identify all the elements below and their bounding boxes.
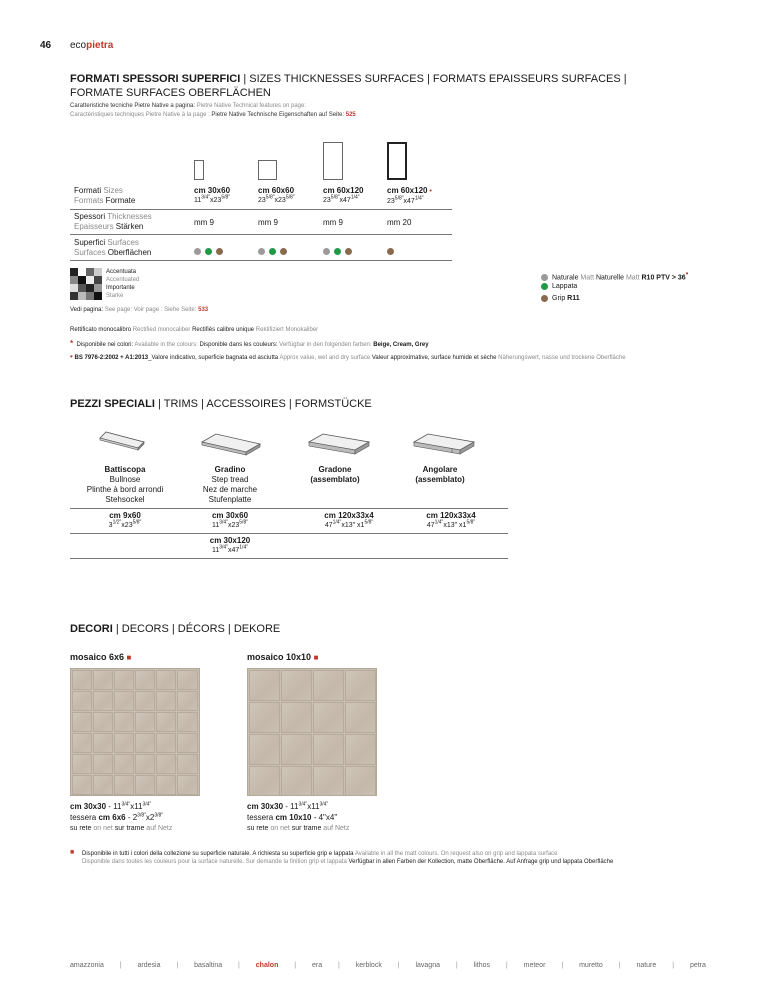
- grip-dot-icon: [280, 248, 287, 255]
- brand-part2: pietra: [86, 40, 114, 51]
- mosaic-10x10-net: su rete on net sur trame auf Netz: [247, 825, 350, 832]
- mosaic-10x10-tessera: tessera cm 10x10 - 4"x4": [247, 813, 338, 822]
- nav-item-meteor[interactable]: meteor: [523, 962, 546, 969]
- mosaic-6x6-dims: cm $30x30 - 11^{3/4"}x11^{3/4"}$: [70, 801, 152, 811]
- trim-dim-angolare: cm 120x33x4 $47^{1/4"}x13$" $x1^{5/8"}$: [426, 511, 476, 529]
- nav-separator: |: [397, 962, 400, 969]
- format-60x60-icon: [258, 160, 277, 180]
- trim-angolare: Angolare (assemblato): [415, 465, 465, 484]
- formats-title-line2: FORMATE SURFACES OBERFLÄCHEN: [70, 87, 271, 99]
- nav-separator: |: [618, 962, 621, 969]
- nav-item-lithos[interactable]: lithos: [473, 962, 490, 969]
- trim-dim-battiscopa: cm 9x60 $3^{1/2"}x23^{5/8"}$: [108, 511, 142, 529]
- thick-it: Spessori: [74, 212, 106, 221]
- gradone-icon: [305, 432, 371, 456]
- angolare-icon: [410, 432, 476, 456]
- nav-separator: |: [176, 962, 179, 969]
- tech2-b: Pietre Native Technische Eigenschaften auf Seite:: [211, 112, 346, 118]
- red-square-icon: ■: [313, 653, 319, 662]
- table-divider: [70, 234, 452, 235]
- legend-grip: Grip R11: [541, 294, 580, 304]
- bullnose-icon: [98, 430, 148, 452]
- grip-dot-icon: [541, 295, 548, 302]
- mosaic-10x10-image: [247, 668, 377, 796]
- legend-lappata: Lappata: [541, 282, 577, 292]
- tech2-a: Caractéristiques techniques Pietre Native à la page :: [70, 112, 212, 118]
- format-cell-1: [258, 186, 295, 205]
- row-label-formats: [74, 186, 135, 206]
- format-cm: cm 30x60: [194, 186, 231, 195]
- surf-it: Superfici: [74, 238, 106, 247]
- table-divider: [70, 533, 508, 534]
- formats-de: Formate: [103, 196, 136, 205]
- lappata-dot-icon: [205, 248, 212, 255]
- technical-features-line2: [70, 111, 356, 120]
- nav-item-kerblock[interactable]: kerblock: [355, 962, 382, 969]
- nav-item-basaltina[interactable]: basaltina: [194, 962, 223, 969]
- format-cm: cm 60x120 •: [387, 186, 432, 195]
- formats-it: Formati: [74, 186, 102, 195]
- mosaic-10x10-dims: cm $30x30 - 11^{3/4"}x11^{3/4"}$: [247, 801, 329, 811]
- format-inches: $23^{5/8"}x23^{5/8"}$: [258, 194, 295, 204]
- legend-naturale: Naturale Matt Naturelle Matt R10 PTV > 36•: [541, 269, 688, 283]
- trims-section-title: PEZZI SPECIALI | TRIMS | ACCESSOIRES | FORMSTÜCKE: [70, 398, 372, 410]
- nav-separator: |: [561, 962, 564, 969]
- decors-section-title: DECORI | DECORS | DÉCORS | DEKORE: [70, 623, 281, 635]
- formats-fr: Formats: [74, 196, 104, 205]
- trim-gradone: Gradone (assemblato): [310, 465, 360, 484]
- tech1-b: Pietre Native Technical features on page:: [196, 103, 307, 109]
- mosaic-6x6-caption: [70, 801, 172, 834]
- format-inches: $23^{5/8"}x47^{1/4"}$: [323, 194, 360, 204]
- thick-en: Thicknesses: [105, 212, 152, 221]
- format-inches: $23^{5/8"}x47^{1/4"}$: [387, 195, 424, 205]
- nav-item-amazzonia[interactable]: amazzonia: [70, 962, 104, 969]
- formats-title-bold: FORMATI SPESSORI SUPERFICI: [70, 73, 241, 85]
- brand-logo: [70, 40, 113, 51]
- nav-item-muretto[interactable]: muretto: [579, 962, 603, 969]
- texture-l4: Starke: [106, 293, 124, 299]
- nav-separator: |: [119, 962, 122, 969]
- format-cm: cm 60x60: [258, 186, 295, 195]
- surface-dots-2: [323, 243, 356, 261]
- surface-dots-1: [258, 243, 291, 261]
- texture-l2: Accentuated: [106, 277, 140, 283]
- table-divider: [70, 260, 452, 261]
- grip-dot-icon: [345, 248, 352, 255]
- nav-item-nature[interactable]: nature: [636, 962, 657, 969]
- format-60x120-icon: [323, 142, 343, 180]
- mosaic-6x6-net: su rete on net sur trame auf Netz: [70, 825, 173, 832]
- thick-de: Stärken: [113, 222, 144, 231]
- naturale-dot-icon: [194, 248, 201, 255]
- table-divider: [70, 508, 508, 509]
- table-divider: [70, 558, 508, 559]
- nav-separator: |: [505, 962, 508, 969]
- naturale-dot-icon: [541, 274, 548, 281]
- mosaic-6x6-title: mosaico 6x6 ■: [70, 652, 132, 662]
- row-label-surfaces: [74, 238, 151, 258]
- naturale-dot-icon: [323, 248, 330, 255]
- asterisk-marker: •: [685, 269, 689, 278]
- collection-nav: [70, 961, 706, 970]
- nav-item-chalon[interactable]: chalon: [255, 962, 279, 969]
- texture-l3: Importante: [106, 285, 135, 291]
- nav-item-lavagna[interactable]: lavagna: [415, 962, 440, 969]
- texture-legend-text: [106, 268, 139, 300]
- nav-item-ardesia[interactable]: ardesia: [137, 962, 161, 969]
- nav-separator: |: [238, 962, 240, 969]
- mosaic-10x10-caption: [247, 801, 349, 834]
- page-number: 46: [40, 40, 52, 51]
- lappata-dot-icon: [541, 283, 548, 290]
- grip-dot-icon: [387, 248, 394, 255]
- thickness-value: mm 20: [387, 218, 412, 227]
- format-inches: $11^{3/4"}x23^{5/8"}$: [194, 194, 231, 204]
- format-cell-0: [194, 186, 230, 205]
- thickness-value: mm 9: [194, 218, 214, 227]
- nav-separator: |: [455, 962, 458, 969]
- see-page-line: Vedi pagina: See page: Voir page : Siehe Seite: 533: [70, 307, 209, 313]
- tech-page-link[interactable]: 525: [345, 112, 356, 118]
- naturale-dot-icon: [258, 248, 265, 255]
- surface-dots-0: [194, 243, 227, 261]
- texture-pattern-icon: [70, 268, 102, 300]
- surf-fr: Surfaces: [74, 248, 106, 257]
- see-page-link[interactable]: 533: [198, 307, 209, 313]
- mosaic-6x6-tessera: tessera cm $6x6 - 2^{3/8"}x2^{3/8"}$: [70, 812, 164, 822]
- technical-features-line1: [70, 102, 306, 111]
- grip-dot-icon: [216, 248, 223, 255]
- trim-dim-gradino-2: cm 30x120 $11^{3/4"}x47^{1/4"}$: [209, 536, 251, 554]
- trim-gradino: Gradino Step tread Nez de marche Stufenplatte: [202, 465, 258, 504]
- formats-en: Sizes: [101, 186, 123, 195]
- formats-section-title: [70, 72, 710, 100]
- nav-item-era[interactable]: era: [311, 962, 323, 969]
- decor-availability-note: Disponibile in tutti i colori della collezione su superficie naturale. A richiesta su superficie grip e lappata Available in all the matt colours. On request also on grip and lappata surface Disponible dans toutes les couleurs pour la surface naturelle. Sur demande la finition grip et lappata Verfügbar in allen Farben der Kollection, matte Oberfläche. Auf Anfrage grip und lappata Oberfläche: [82, 851, 614, 865]
- red-square-icon: ■: [70, 849, 75, 856]
- nav-separator: |: [294, 962, 297, 969]
- brand-part1: eco: [70, 40, 87, 51]
- trim-dim-gradone: cm 120x33x4 $47^{1/4"}x13$" $x1^{5/8"}$: [324, 511, 374, 529]
- surf-en: Surfaces: [105, 238, 139, 247]
- tech1-a: Caratteristiche tecniche Pietre Native a pagina:: [70, 103, 197, 109]
- row-label-thickness: [74, 212, 152, 232]
- note-colours: * Disponibile nei colori: Available in the colours: Disponible dans les couleurs: Verfügbar in den folgenden farben: Beige, Cream, Grey: [70, 339, 429, 348]
- lappata-dot-icon: [269, 248, 276, 255]
- surface-dots-3: [387, 243, 398, 261]
- asterisk-marker: •: [427, 188, 432, 195]
- mosaic-6x6-image: [70, 668, 200, 796]
- nav-separator: |: [338, 962, 340, 969]
- format-30x60-icon: [194, 160, 204, 180]
- format-cell-3: [387, 186, 432, 206]
- texture-l1: Accentuata: [106, 269, 137, 275]
- red-square-icon: ■: [126, 653, 132, 662]
- formats-title-rest: | SIZES THICKNESSES SURFACES | FORMATS EPAISSEURS SURFACES |: [240, 73, 627, 85]
- thickness-value: mm 9: [323, 218, 343, 227]
- format-cm: cm 60x120: [323, 186, 364, 195]
- surf-de: Oberflächen: [105, 248, 152, 257]
- format-cell-2: [323, 186, 363, 205]
- mosaic-10x10-title: mosaico 10x10 ■: [247, 652, 319, 662]
- step-tread-icon: [198, 432, 262, 456]
- trim-dim-gradino-1: cm 30x60 $11^{3/4"}x23^{5/8"}$: [211, 511, 249, 529]
- thick-fr: Epaisseurs: [74, 222, 114, 231]
- nav-separator: |: [672, 962, 675, 969]
- rectified-line: Rettificato monocalibro Rectified monocaliber Rectifiés calibre unique Rektifiziert Monokaliber: [70, 327, 319, 333]
- lappata-dot-icon: [334, 248, 341, 255]
- format-60x120-thick-icon: [387, 142, 407, 180]
- asterisk-marker: •: [70, 352, 73, 361]
- table-divider: [70, 209, 452, 210]
- note-bs-standard: • BS 7976-2:2002 + A1:2013_Valore indicativo, superficie bagnata ed asciutta Approx value, wet and dry surface Valeur approximative, surface humide et sèche Näherungswert, nasse und trockene Oberfläche: [70, 352, 626, 361]
- thickness-value: mm 9: [258, 218, 278, 227]
- trim-battiscopa: Battiscopa Bullnose Plinthe à bord arrondi Stehsockel: [86, 465, 164, 504]
- nav-item-petra[interactable]: petra: [689, 962, 706, 969]
